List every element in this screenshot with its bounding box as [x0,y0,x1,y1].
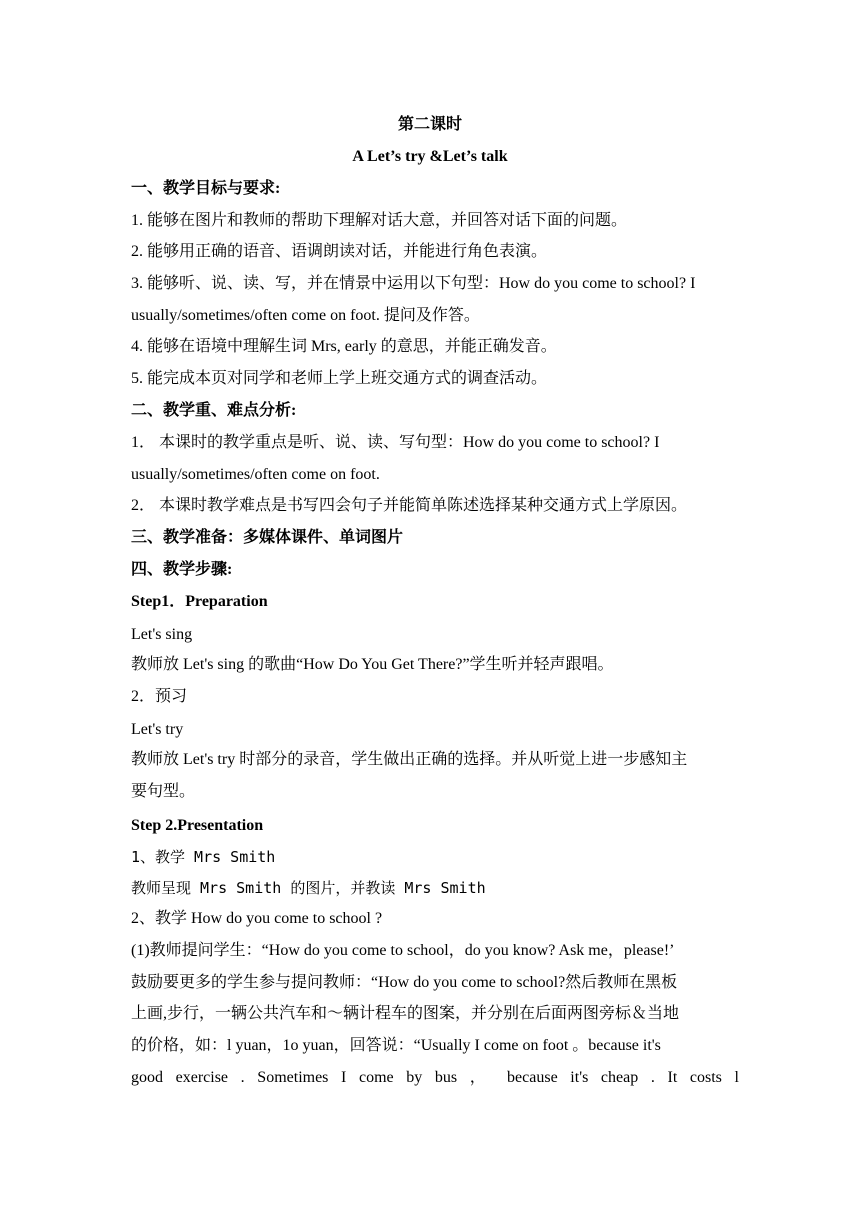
section-heading-preparation: 三、教学准备：多媒体课件、单词图片 [131,529,404,546]
objective-item: 3. 能够听、说、读、写，并在情景中运用以下句型：How do you come to school? I [131,275,696,292]
step1-line: 要句型。 [131,783,196,800]
step2-line: 2、教学 How do you come to school ? [131,910,383,927]
objective-item: 5. 能完成本页对同学和老师上学上班交通方式的调查活动。 [131,370,548,387]
step2-line: 上画,步行，一辆公共汽车和～辆计程车的图案，并分别在后面两图旁标＆当地 [131,1005,680,1022]
objective-item: 2. 能够用正确的语音、语调朗读对话，并能进行角色表演。 [131,243,548,260]
step2-line: 的价格，如：l yuan，1o yuan，回答说：“Usually I come on foot 。because it's [131,1037,661,1054]
lesson-title: 第二课时 [397,116,462,133]
step2-heading: Step 2.Presentation [131,817,264,834]
section-heading-steps: 四、教学步骤: [131,561,233,578]
step1-heading: Step1．Preparation [131,593,268,610]
lesson-subtitle: A Let’s try &Let’s talk [352,148,508,165]
key-point-item: 1． 本课时的教学重点是听、说、读、写句型：How do you come to school? I [131,434,660,451]
step2-line: 教师呈现 Mrs Smith 的图片，并教读 Mrs Smith [131,879,486,897]
step1-line: 教师放 Let's sing 的歌曲“How Do You Get There?”学生听并轻声跟唱。 [131,656,614,673]
objective-item: 1. 能够在图片和教师的帮助下理解对话大意，并回答对话下面的问题。 [131,212,628,229]
key-point-item: 2． 本课时教学难点是书写四会句子并能简单陈述选择某种交通方式上学原因。 [131,497,688,514]
step2-line: good exercise . Sometimes I come by bus ， because it's cheap . It costs l [131,1069,739,1086]
step1-line: Let's try [131,721,184,738]
step1-line: Let's sing [131,626,193,643]
step1-line: 教师放 Let's try 时部分的录音，学生做出正确的选择。并从听觉上进一步感知主 [131,751,688,768]
key-point-item: usually/sometimes/often come on foot. [131,466,380,483]
section-heading-objectives: 一、教学目标与要求: [131,180,281,197]
step1-line: 2．预习 [131,688,188,705]
objective-item: 4. 能够在语境中理解生词 Mrs, early 的意思，并能正确发音。 [131,338,557,355]
step2-line: 1、教学 Mrs Smith [131,848,276,866]
section-heading-key-points: 二、教学重、难点分析: [131,402,297,419]
step2-line: (1)教师提问学生：“How do you come to school，do you know? Ask me，please!’ [131,942,675,959]
step2-line: 鼓励要更多的学生参与提问教师：“How do you come to school?然后教师在黑板 [131,974,678,991]
objective-item: usually/sometimes/often come on foot. 提问及作答。 [131,307,480,324]
